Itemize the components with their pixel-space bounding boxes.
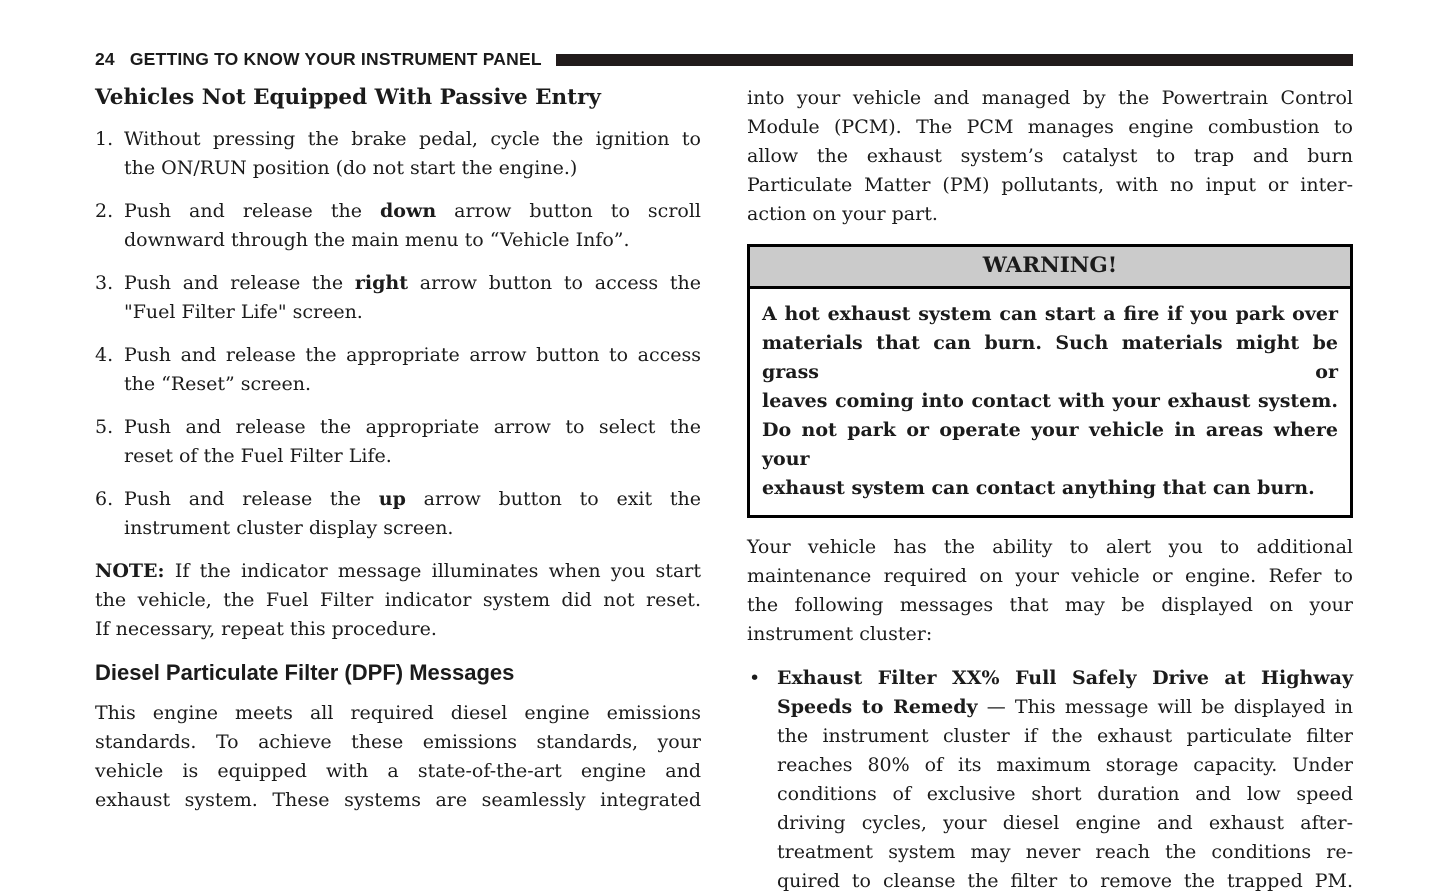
bullet-text <box>777 664 1353 896</box>
text-line: leaves coming into contact with your exhaust system. <box>762 390 1338 412</box>
bullet-marker: • <box>749 667 761 689</box>
text-line: conditions of exclusive short duration and low speed <box>777 783 1353 805</box>
warning-box-title: WARNING! <box>750 247 1350 289</box>
bold-text: down <box>380 200 437 222</box>
text-line: materials that can burn. Such materials might be grass or <box>762 332 1338 383</box>
left-column <box>95 84 701 896</box>
bold-text: Exhaust Filter XX% Full Safely Drive at Highway <box>777 667 1353 689</box>
text-line: driving cycles, your diesel engine and exhaust after- <box>777 812 1353 834</box>
warning-box-text <box>750 289 1350 515</box>
text-line: quired to cleanse the filter to remove the trapped PM. <box>777 870 1353 892</box>
list-item <box>95 341 701 399</box>
text-line: the “Reset” screen. <box>124 373 312 395</box>
step-number: 2. <box>95 200 114 222</box>
list-item <box>95 485 701 543</box>
step-text <box>124 413 701 471</box>
bold-text: up <box>378 488 406 510</box>
text-line: downward through the main menu to “Vehicle Info”. <box>124 229 630 251</box>
alert-intro-paragraph <box>747 533 1353 649</box>
text-line: Your vehicle has the ability to alert you to additional <box>747 536 1353 558</box>
page-number: 24 <box>95 49 115 69</box>
step-text <box>124 341 701 399</box>
text-line: This engine meets all required diesel engine emissions <box>95 702 701 724</box>
two-column-body <box>95 84 1353 896</box>
list-item <box>95 125 701 183</box>
text-line: Push and release the right arrow button to access the <box>124 272 701 294</box>
list-item <box>95 413 701 471</box>
dpf-intro-paragraph <box>95 699 701 815</box>
section-heading-passive-entry: Vehicles Not Equipped With Passive Entry <box>95 85 601 110</box>
text-line: Particulate Matter (PM) pollutants, with no input or inter- <box>747 174 1353 196</box>
text-line: A hot exhaust system can start a fire if you park over <box>762 303 1338 325</box>
text-line: Speeds to Remedy — This message will be displayed in <box>777 696 1354 718</box>
text-line: "Fuel Filter Life" screen. <box>124 301 363 323</box>
text-line: Push and release the appropriate arrow button to access <box>124 344 701 366</box>
text-line: If necessary, repeat this procedure. <box>95 618 437 640</box>
step-number: 1. <box>95 128 114 150</box>
step-text <box>124 125 701 183</box>
text-line: exhaust system can contact anything that can burn. <box>762 477 1315 499</box>
text-line: instrument cluster display screen. <box>124 517 454 539</box>
text-line: Push and release the up arrow button to exit the <box>124 488 701 510</box>
text-line: Module (PCM). The PCM manages engine combustion to <box>747 116 1353 138</box>
text-line: Without pressing the brake pedal, cycle the ignition to <box>124 128 701 150</box>
text-line: the instrument cluster if the exhaust particulate filter <box>777 725 1353 747</box>
text-line <box>777 664 1353 693</box>
bold-text: Speeds to Remedy <box>777 696 978 718</box>
text-line: the vehicle, the Fuel Filter indicator system did not reset. <box>95 589 701 611</box>
list-item <box>95 269 701 327</box>
text-line: action on your part. <box>747 203 938 225</box>
text-line: standards. To achieve these emissions standards, your <box>95 731 701 753</box>
step-text <box>124 485 701 543</box>
step-number: 3. <box>95 272 114 294</box>
right-column <box>747 84 1353 896</box>
text-line: reset of the Fuel Filter Life. <box>124 445 392 467</box>
header-rule-bar <box>556 54 1353 66</box>
step-number: 5. <box>95 416 114 438</box>
step-number: 4. <box>95 344 114 366</box>
step-text <box>124 197 701 255</box>
text-line: maintenance required on your vehicle or engine. Refer to <box>747 565 1353 587</box>
step-number: 6. <box>95 488 114 510</box>
text-line: NOTE: If the indicator message illuminates when you start <box>95 560 701 582</box>
text-line: Push and release the down arrow button to scroll <box>124 200 701 222</box>
text-line: reaches 80% of its maximum storage capacity. Under <box>777 754 1353 776</box>
text-line: into your vehicle and managed by the Powertrain Control <box>747 87 1353 109</box>
step-text <box>124 269 701 327</box>
text-line: the following messages that may be displayed on your <box>747 594 1353 616</box>
warning-box <box>747 244 1353 518</box>
text-line: allow the exhaust system’s catalyst to trap and burn <box>747 145 1353 167</box>
text-line: treatment system may never reach the conditions re- <box>777 841 1353 863</box>
text-line: Push and release the appropriate arrow to select the <box>124 416 701 438</box>
list-item <box>747 664 1353 896</box>
bold-text: right <box>354 272 409 294</box>
continuation-paragraph <box>747 84 1353 229</box>
text-line: exhaust system. These systems are seamlessly integrated <box>95 789 701 811</box>
section-heading-dpf-messages: Diesel Particulate Filter (DPF) Messages <box>95 660 515 685</box>
page-title: GETTING TO KNOW YOUR INSTRUMENT PANEL <box>129 49 542 69</box>
text-line: instrument cluster: <box>747 623 933 645</box>
text-line: vehicle is equipped with a state-of-the-art engine and <box>95 760 701 782</box>
list-item <box>95 197 701 255</box>
bold-text: NOTE: <box>95 560 165 582</box>
text-line: the ON/RUN position (do not start the engine.) <box>124 157 578 179</box>
text-line: Do not park or operate your vehicle in areas where your <box>762 419 1338 470</box>
running-header <box>95 49 1353 70</box>
note-paragraph <box>95 557 701 644</box>
